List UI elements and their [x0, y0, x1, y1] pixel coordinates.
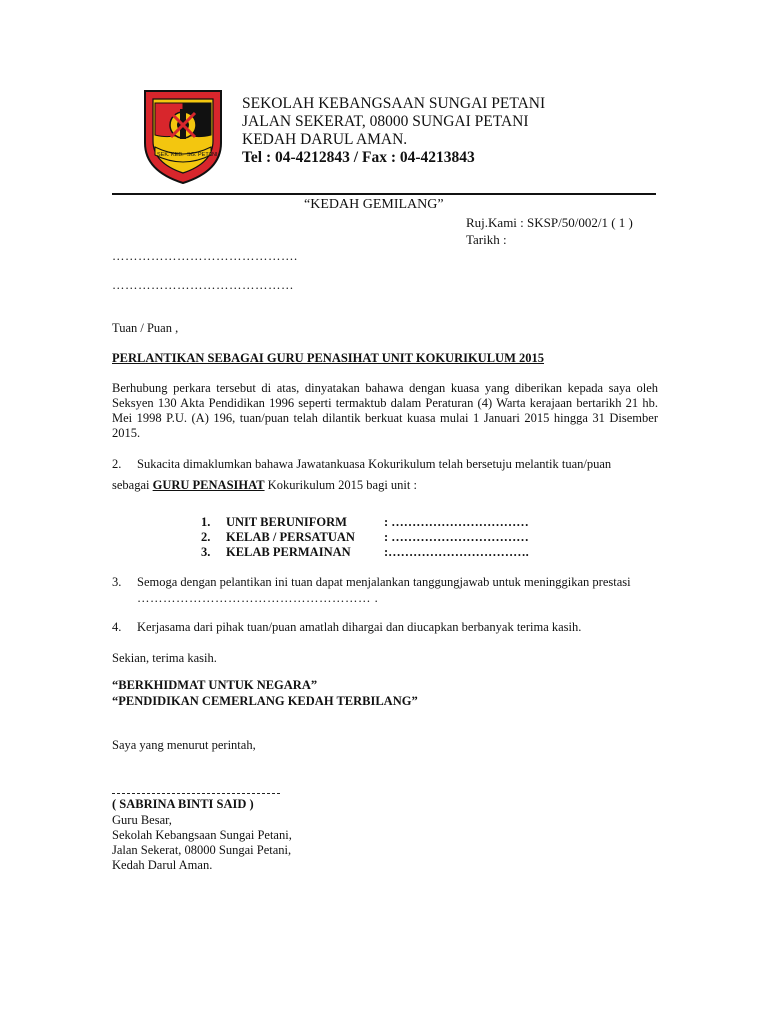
school-name: SEKOLAH KEBANGSAAN SUNGAI PETANI: [242, 95, 546, 112]
recipient-line: ……………………………………: [112, 278, 294, 292]
reference-number: Ruj.Kami : SKSP/50/002/1 ( 1 ): [466, 215, 633, 230]
signatory-address-3: Kedah Darul Aman.: [112, 858, 213, 872]
recipient-line: …………………………………….: [112, 249, 298, 263]
signatory-address-1: Sekolah Kebangsaan Sungai Petani,: [112, 828, 292, 842]
unit-label: UNIT BERUNIFORM: [226, 515, 347, 529]
unit-number: 1.: [201, 515, 211, 529]
paragraph-1: Berhubung perkara tersebut di atas, dinyatakan bahawa dengan kuasa yang diberikan kepada saya oleh Seksyen 130 Akta Pendidikan 1996 seperti termaktub dalam Peraturan (4) Warta kerajaan bertarikh 21 hb. Mei 1998 P.U. (A) 196, tuan/puan telah dilantik berkuat kuasa mulai 1 Januari 2015 hingga 31 Disember 2015.: [112, 381, 658, 440]
paragraph-3-number: 3.: [112, 575, 122, 589]
unit-item: [201, 545, 210, 560]
slogan-1: “BERKHIDMAT UNTUK NEGARA”: [112, 678, 318, 692]
school-phone-fax: Tel : 04-4212843 / Fax : 04-4213843: [242, 149, 475, 166]
logo-ribbon-right: SG. PETANI: [187, 152, 218, 158]
subject-heading: PERLANTIKAN SEBAGAI GURU PENASIHAT UNIT KOKURIKULUM 2015: [112, 351, 545, 365]
unit-number: 2.: [201, 530, 211, 544]
unit-item: [201, 515, 210, 530]
paragraph-2-line1: Sukacita dimaklumkan bahawa Jawatankuasa Kokurikulum telah bersetuju melantik tuan/puan: [137, 457, 612, 471]
slogan-2: “PENDIDIKAN CEMERLANG KEDAH TERBILANG”: [112, 694, 418, 708]
unit-value: :…………………………….: [384, 545, 529, 559]
paragraph-2-prefix: sebagai: [112, 478, 153, 492]
unit-item: [201, 530, 210, 545]
school-crest-logo: [141, 89, 225, 185]
paragraph-3-line2: ……………………………………………… .: [137, 591, 379, 605]
unit-label: KELAB PERMAINAN: [226, 545, 351, 559]
paragraph-3-line1: Semoga dengan pelantikan ini tuan dapat menjalankan tanggungjawab untuk meninggikan prestasi: [137, 575, 631, 589]
signatory-title: Guru Besar,: [112, 813, 172, 827]
salutation: Tuan / Puan ,: [112, 321, 179, 335]
date-field: Tarikh :: [466, 232, 507, 247]
paragraph-2-suffix: Kokurikulum 2015 bagi unit :: [264, 478, 417, 492]
unit-number: 3.: [201, 545, 211, 559]
letterhead-divider: [112, 193, 656, 195]
paragraph-4-number: 4.: [112, 620, 122, 634]
paragraph-2-line2: [112, 478, 417, 493]
paragraph-4-text: Kerjasama dari pihak tuan/puan amatlah dihargai dan diucapkan berbanyak terima kasih.: [137, 620, 582, 634]
closing-text: Sekian, terima kasih.: [112, 651, 217, 665]
sign-off: Saya yang menurut perintah,: [112, 738, 256, 752]
unit-label: KELAB / PERSATUAN: [226, 530, 355, 544]
motto: “KEDAH GEMILANG”: [304, 197, 444, 212]
signature-line: [112, 793, 280, 794]
logo-ribbon-left: SEK. KEB.: [157, 152, 184, 158]
school-address: JALAN SEKERAT, 08000 SUNGAI PETANI: [242, 113, 529, 130]
school-state: KEDAH DARUL AMAN.: [242, 131, 408, 148]
unit-value: : ……………………………: [384, 515, 529, 529]
guru-penasihat-label: GURU PENASIHAT: [152, 478, 265, 492]
signatory-address-2: Jalan Sekerat, 08000 Sungai Petani,: [112, 843, 292, 857]
paragraph-2-number: 2.: [112, 457, 122, 471]
unit-value: : ……………………………: [384, 530, 529, 544]
signatory-name: ( SABRINA BINTI SAID ): [112, 797, 254, 811]
